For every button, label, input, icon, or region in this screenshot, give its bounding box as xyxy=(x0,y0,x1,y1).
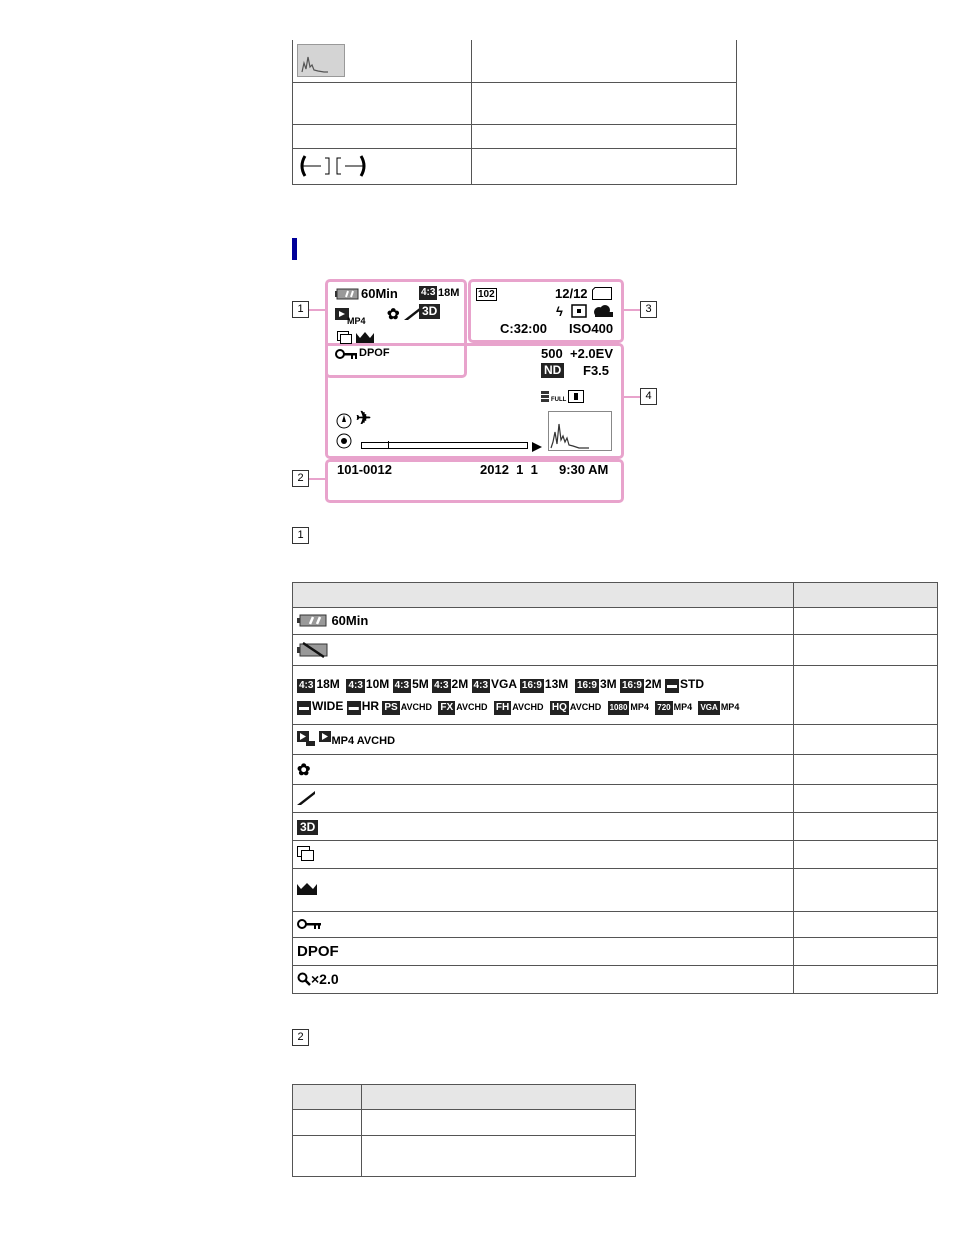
avchd-label: AVCHD xyxy=(456,701,488,712)
recording-time: C:32:00 xyxy=(500,321,547,336)
storage-stack-icon xyxy=(541,390,551,408)
playback-movie-icon xyxy=(297,731,315,748)
size-3m: 3M xyxy=(599,676,617,691)
battery-icon xyxy=(335,287,359,305)
s1-row-burst-desc xyxy=(794,841,938,869)
s1-row-burst xyxy=(293,841,794,869)
aspect-43-badge: 4:3 xyxy=(473,679,488,691)
iso-value: ISO400 xyxy=(569,321,614,336)
s1-row-3d xyxy=(293,813,794,841)
section-2-header-b xyxy=(362,1085,636,1110)
dro-icon xyxy=(568,390,584,408)
screen-diagram xyxy=(292,276,672,506)
light-sensor-icon xyxy=(336,433,352,454)
callout-1-line xyxy=(309,309,327,311)
1080-badge: 1080 xyxy=(608,701,630,715)
callout-1: 1 xyxy=(292,301,309,318)
crown-icon xyxy=(297,881,317,898)
s1-row-dpof xyxy=(293,938,794,966)
s1-row-dpof-desc xyxy=(794,938,938,966)
top-row-1-desc xyxy=(472,40,737,82)
key-protect-icon xyxy=(335,347,357,365)
mp4-label: MP4 xyxy=(673,701,693,712)
battery-remaining: 60Min xyxy=(361,286,398,301)
s1-row-battery-empty xyxy=(293,635,794,666)
movie-format: MP4 xyxy=(347,316,366,326)
s1-row-image-size xyxy=(293,666,794,725)
aspect-169-badge: 16:9 xyxy=(521,679,542,691)
aspect-43-badge: 4:3 xyxy=(348,679,363,691)
file-number: 101-0012 xyxy=(337,462,392,477)
s1-row-protect xyxy=(293,755,794,785)
size-10m: 10M xyxy=(365,676,390,691)
effect-wedge-icon xyxy=(297,790,315,807)
720-badge: 720 xyxy=(655,701,672,715)
callout-4: 4 xyxy=(640,388,657,405)
nd-filter-badge: ND xyxy=(541,363,564,378)
size-13m: 13M xyxy=(544,676,569,691)
hq-badge: HQ xyxy=(551,701,567,713)
s1-row-movie-format xyxy=(293,725,794,755)
avchd-label: AVCHD xyxy=(569,701,602,712)
s1-row-battery-desc xyxy=(794,608,938,635)
panorama-badge: ▬ xyxy=(299,701,309,713)
key-protect-icon xyxy=(297,916,321,933)
dpof-mark: DPOF xyxy=(297,942,339,960)
s2-row-1-a xyxy=(293,1110,362,1136)
top-row-2-icon-cell xyxy=(293,82,472,124)
play-arrow-icon xyxy=(532,439,542,457)
ps-badge: PS xyxy=(384,701,398,713)
avchd-label: AVCHD xyxy=(400,701,433,712)
exposure-value: +2.0EV xyxy=(570,346,614,361)
panorama-badge: ▬ xyxy=(348,701,359,713)
aspect-169-badge: 16:9 xyxy=(576,679,597,691)
s1-row-battery-empty-desc xyxy=(794,635,938,666)
s1-row-3d-desc xyxy=(794,813,938,841)
f-number: F3.5 xyxy=(583,363,610,378)
aspect-ratio-badge: 4:3 xyxy=(421,287,436,298)
full-indicator: FULL xyxy=(551,397,567,403)
playback-progress-bar xyxy=(361,442,528,449)
size-2m: 2M xyxy=(451,676,469,691)
movie-mp4-icon xyxy=(319,731,331,748)
s1-row-key xyxy=(293,912,794,938)
image-size: 18M xyxy=(438,287,460,299)
histogram-graph xyxy=(548,411,612,451)
s1-row-image-size-desc xyxy=(794,666,938,725)
shutter-speed: 500 xyxy=(541,346,563,361)
s2-row-1-b xyxy=(362,1110,636,1136)
size-std: STD xyxy=(680,676,704,691)
fx-badge: FX xyxy=(440,701,454,713)
folder-icon: 102 xyxy=(478,289,495,300)
3d-badge: 3D xyxy=(297,820,318,835)
s1-row-zoom xyxy=(293,966,794,994)
movie-format-text: MP4 AVCHD xyxy=(331,734,396,747)
af-range-frame-icon xyxy=(297,157,372,174)
gps-compass-icon xyxy=(336,413,352,434)
callout-2: 2 xyxy=(292,470,309,487)
size-vga: VGA xyxy=(491,676,517,691)
section-1-label: 1 xyxy=(292,527,309,544)
zoom-scale-text: ×2.0 xyxy=(311,970,339,987)
record-time: 9:30 AM xyxy=(559,462,609,477)
s1-row-key-desc xyxy=(794,912,938,938)
memory-card-icon xyxy=(592,287,612,305)
section-1-header-desc xyxy=(794,583,938,608)
protect-heart-icon: ✿ xyxy=(387,306,400,323)
top-row-1-icon-cell xyxy=(293,40,472,82)
s1-row-protect-desc xyxy=(794,755,938,785)
section-1-header-icon xyxy=(293,583,794,608)
callout-3-line xyxy=(622,309,640,311)
s2-row-2-a xyxy=(293,1136,362,1177)
fh-badge: FH xyxy=(495,701,510,713)
size-2m-wide: 2M xyxy=(644,676,662,691)
battery-empty-icon xyxy=(297,641,329,658)
section-2-header-a xyxy=(293,1085,362,1110)
size-18m: 18M xyxy=(316,676,340,691)
size-hr: HR xyxy=(361,698,380,713)
playback-progress-marker xyxy=(388,441,389,449)
dpof-mark: DPOF xyxy=(359,347,390,359)
top-row-3-desc xyxy=(472,124,737,148)
s1-row-crown-desc xyxy=(794,869,938,912)
mp4-label: MP4 xyxy=(630,701,649,712)
heart-protect-icon: ✿ xyxy=(297,761,311,779)
burst-group-icon xyxy=(297,846,315,863)
avchd-label: AVCHD xyxy=(512,701,544,712)
s2-row-2-b xyxy=(362,1136,636,1177)
callout-4-line xyxy=(622,396,640,398)
top-row-4-icon-cell xyxy=(293,148,472,184)
top-row-2-desc xyxy=(472,82,737,124)
top-row-4-desc xyxy=(472,148,737,184)
size-5m: 5M xyxy=(412,676,429,691)
zoom-magnifier-icon xyxy=(297,971,311,988)
s1-row-zoom-desc xyxy=(794,966,938,994)
vga-badge: VGA xyxy=(698,701,719,715)
s1-row-effect xyxy=(293,785,794,813)
s1-row-battery xyxy=(293,608,794,635)
panorama-badge: ▬ xyxy=(667,679,677,691)
image-size-line-1 xyxy=(297,673,789,695)
top-row-3-icon-cell xyxy=(293,124,472,148)
3d-badge: 3D xyxy=(419,304,440,319)
histogram-icon xyxy=(297,44,345,77)
callout-2-line xyxy=(309,478,327,480)
callout-3: 3 xyxy=(640,301,657,318)
section-marker xyxy=(292,238,297,260)
record-date: 2012 1 1 xyxy=(480,462,538,477)
aspect-169-badge: 16:9 xyxy=(621,679,642,691)
battery-remaining-text: 60Min xyxy=(331,613,369,628)
size-wide: WIDE xyxy=(312,698,344,713)
mp4-label: MP4 xyxy=(720,701,740,712)
frame-count: 12/12 xyxy=(555,286,588,301)
section-2-label: 2 xyxy=(292,1029,309,1046)
section-1-table xyxy=(292,582,938,994)
s1-row-movie-format-desc xyxy=(794,725,938,755)
flash-icon: ϟ xyxy=(556,304,563,319)
airplane-icon: ✈ xyxy=(356,408,372,428)
aspect-43-badge: 4:3 xyxy=(394,679,410,691)
s1-row-effect-desc xyxy=(794,785,938,813)
image-size-line-2 xyxy=(297,695,789,718)
aspect-43-badge: 4:3 xyxy=(299,679,314,691)
aspect-43-badge: 4:3 xyxy=(434,679,449,691)
battery-icon xyxy=(297,612,327,629)
s1-row-crown xyxy=(293,869,794,912)
section-2-table xyxy=(292,1084,636,1177)
top-table xyxy=(292,40,737,185)
